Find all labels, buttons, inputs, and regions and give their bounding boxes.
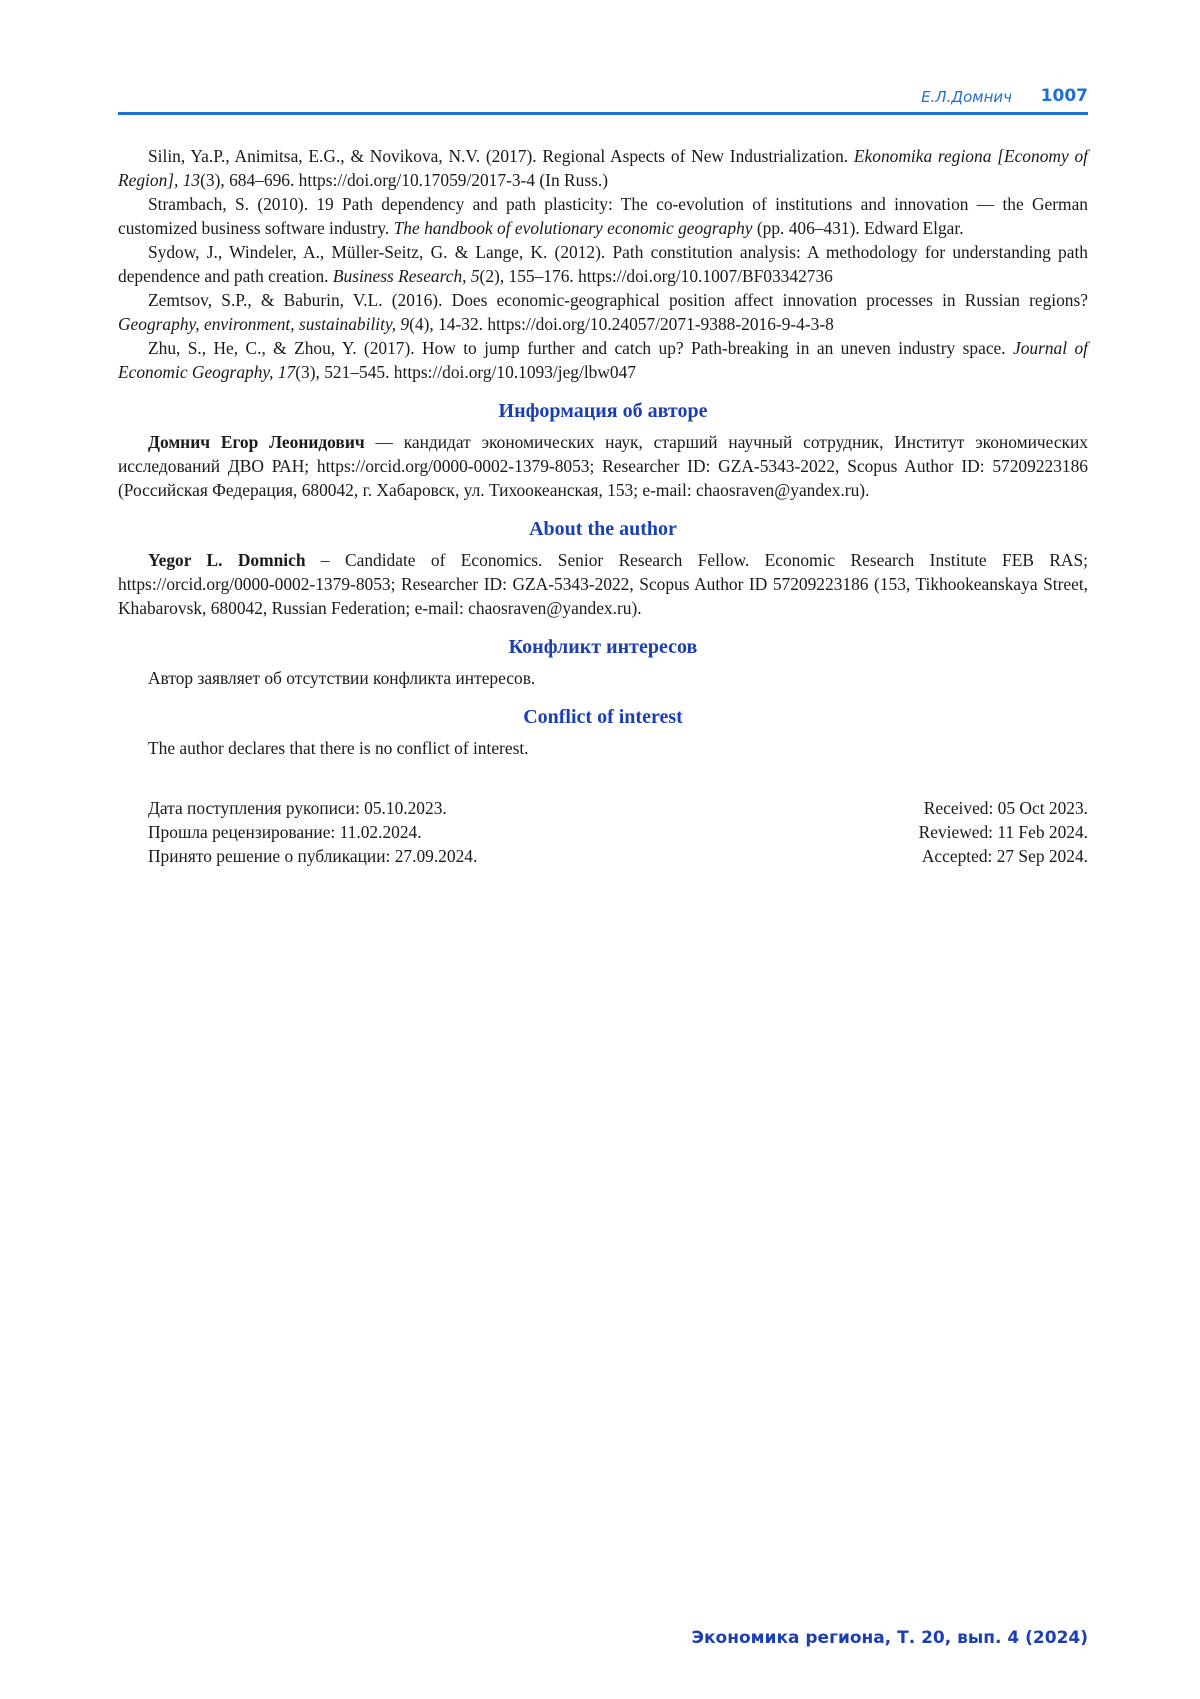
author-info-ru: Домнич Егор Леонидович — кандидат экономических наук, старший научный сотрудник, Институт экономических исследований ДВО РАН; https://orcid.org/0000-0002-1379-8053; Researcher ID: GZA-5343-2022, Scopus Author ID: 57209223186 (Российская Федерация, 680042, г. Хабаровск, ул. Тихоокеанская, 153; e-mail: chaosraven@yandex.ru). [118,432,1088,500]
date-reviewed-en: Reviewed: 11 Feb 2024. [918,822,1088,842]
dates-ru [148,796,477,868]
date-received-ru: Дата поступления рукописи: 05.10.2023. [148,798,447,818]
conflict-ru-text: Автор заявляет об отсутствии конфликта интересов. [148,668,536,688]
running-header [118,86,1088,115]
date-accepted-ru: Принято решение о публикации: 27.09.2024. [148,846,478,866]
conflict-ru-heading: Конфликт интересов [508,636,698,658]
author-info-en-heading: About the author [529,518,677,540]
dates-en [919,796,1088,868]
journal-footer: Экономика региона, Т. 20, вып. 4 (2024) [691,1628,1088,1648]
page-number: 1007 [1040,86,1088,106]
reference-item: Silin, Ya.P., Animitsa, E.G., & Novikova, N.V. (2017). Regional Aspects of New Industrialization. Ekonomika regiona [Economy of Region], 13(3), 684–696. https://doi.org/10.17059/2017-3-4 (In Russ.) [118,146,1088,190]
conflict-en-heading: Conflict of interest [523,706,683,728]
author-info-ru-heading: Информация об авторе [498,400,708,422]
date-received-en: Received: 05 Oct 2023. [923,798,1088,818]
reference-item: Sydow, J., Windeler, A., Müller-Seitz, G. & Lange, K. (2012). Path constitution analysis: A methodology for understanding path dependence and path creation. Business Research, 5(2), 155–176. https://doi.org/10.1007/BF03342736 [118,242,1088,286]
reference-item: Zemtsov, S.P., & Baburin, V.L. (2016). Does economic-geographical position affect innovation processes in Russian regions? Geography, environment, sustainability, 9(4), 14-32. https://doi.org/10.24057/2071-9388-2016-9-4-3-8 [118,290,1088,334]
author-info-en: Yegor L. Domnich – Candidate of Economics. Senior Research Fellow. Economic Research Institute FEB RAS; https://orcid.org/0000-0002-1379-8053; Researcher ID: GZA-5343-2022, Scopus Author ID 57209223186 (153, Tikhookeanskaya Street, Khabarovsk, 680042, Russian Federation; e-mail: chaosraven@yandex.ru). [118,550,1088,618]
manuscript-dates [118,796,1088,868]
author-name-ru: Домнич Егор Леонидович [148,432,365,452]
page-content [118,144,1088,868]
conflict-en-text: The author declares that there is no conflict of interest. [148,738,529,758]
date-accepted-en: Accepted: 27 Sep 2024. [921,846,1088,866]
header-author: Е.Л.Домнич [921,88,1012,106]
reference-item: Strambach, S. (2010). 19 Path dependency and path plasticity: The co-evolution of institutions and innovation — the German customized business software industry. The handbook of evolutionary economic geography (pp. 406–431). Edward Elgar. [118,194,1088,238]
reference-item: Zhu, S., He, C., & Zhou, Y. (2017). How to jump further and catch up? Path-breaking in an uneven industry space. Journal of Economic Geography, 17(3), 521–545. https://doi.org/10.1093/jeg/lbw047 [118,338,1088,382]
date-reviewed-ru: Прошла рецензирование: 11.02.2024. [148,822,422,842]
reference-list [118,144,1088,384]
author-name-en: Yegor L. Domnich [148,550,306,570]
